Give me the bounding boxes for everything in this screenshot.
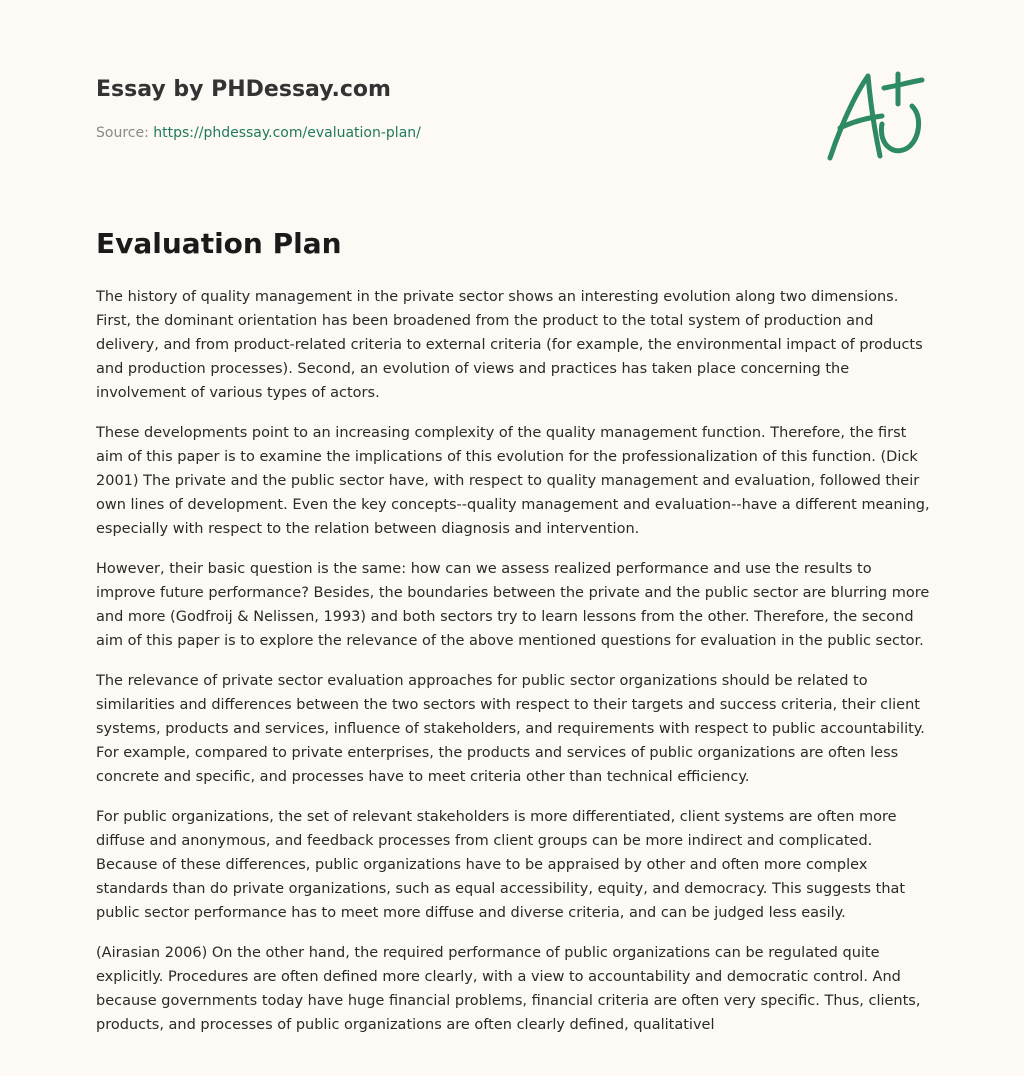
site-title: Essay by PHDessay.com xyxy=(96,77,391,102)
source-line xyxy=(96,122,421,144)
paragraph: These developments point to an increasing complexity of the quality management function. Therefore, the first aim of this paper is to examine the implications of this evolution for the professionalization of this function. (Dick 2001) The private and the public sector have, with respect to quality management and evaluation, followed their own lines of development. Even the key concepts--quality management and evaluation--have a different meaning, especially with respect to the relation between diagnosis and intervention. xyxy=(96,425,930,537)
paragraph: However, their basic question is the same: how can we assess realized performance and use the results to improve future performance? Besides, the boundaries between the private and the public sector are blurring more and more (Godfroij & Nelissen, 1993) and both sectors try to learn lessons from the other. Therefore, the second aim of this paper is to explore the relevance of the above mentioned questions for evaluation in the public sector. xyxy=(96,561,930,649)
paragraph: For public organizations, the set of relevant stakeholders is more differentiated, client systems are often more diffuse and anonymous, and feedback processes from client groups can be more indirect and complicated. Because of these differences, public organizations have to be appraised by other and often more complex standards than do private organizations, such as equal accessibility, equity, and democracy. This suggests that public sector performance has to meet more diffuse and diverse criteria, and can be judged less easily. xyxy=(96,809,906,921)
a-plus-logo-svg xyxy=(822,66,932,166)
article-body xyxy=(96,285,932,1053)
a-plus-grade-icon xyxy=(822,66,932,166)
source-label: Source: xyxy=(96,125,149,141)
paragraph: The relevance of private sector evaluation approaches for public sector organizations should be related to similarities and differences between the two sectors with respect to their targets and success criteria, their client systems, products and services, influence of stakeholders, and requirements with respect to public accountability. For example, compared to private enterprises, the products and services of public organizations are often less concrete and specific, and processes have to meet criteria other than technical efficiency. xyxy=(96,673,925,785)
paragraph: The history of quality management in the private sector shows an interesting evolution along two dimensions. First, the dominant orientation has been broadened from the product to the total system of production and delivery, and from product-related criteria to external criteria (for example, the environmental impact of products and production processes). Second, an evolution of views and practices has taken place concerning the involvement of various types of actors. xyxy=(96,289,923,401)
article-title: Evaluation Plan xyxy=(96,227,342,260)
paragraph: (Airasian 2006) On the other hand, the required performance of public organizations can be regulated quite explicitly. Procedures are often defined more clearly, with a view to accountability and democratic control. And because governments today have huge financial problems, financial criteria are often very specific. Thus, clients, products, and processes of public organizations are often clearly defined, qualitativel xyxy=(96,945,921,1033)
source-link[interactable]: https://phdessay.com/evaluation-plan/ xyxy=(153,125,421,141)
